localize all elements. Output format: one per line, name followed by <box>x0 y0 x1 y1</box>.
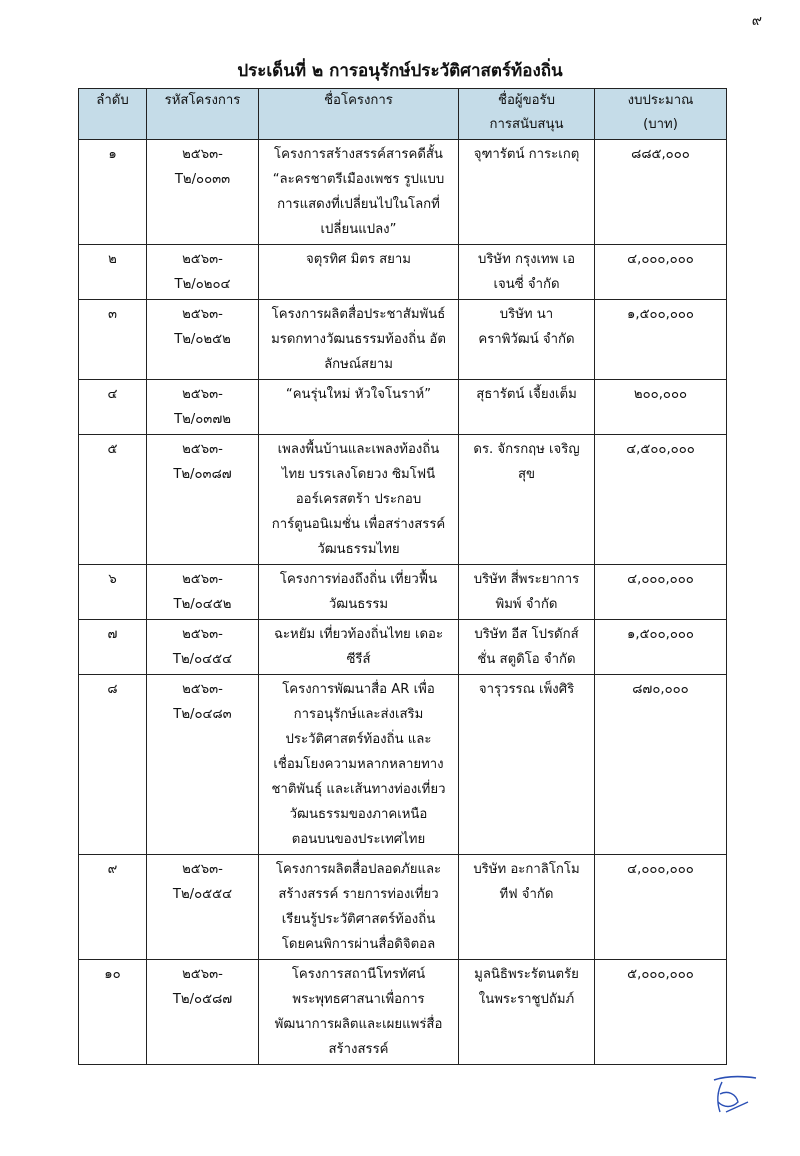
cell-project-name <box>259 380 459 435</box>
cell-order: ๖ <box>79 565 147 620</box>
cell-applicant <box>459 140 595 245</box>
table-row <box>79 435 727 565</box>
cell-project-name-line: พระพุทธศาสนาเพื่อการ <box>292 992 425 1007</box>
cell-project-name <box>259 245 459 300</box>
cell-applicant <box>459 855 595 960</box>
cell-project-name <box>259 435 459 565</box>
cell-applicant-line: ดร. จักรกฤษ เจริญ <box>473 442 580 457</box>
table-row <box>79 380 727 435</box>
cell-code-line: ๒๕๖๓- <box>182 307 223 322</box>
cell-applicant <box>459 245 595 300</box>
cell-applicant-line: จุฑารัตน์ การะเกตุ <box>473 147 580 162</box>
cell-project-name-line: วัฒนธรรมไทย <box>317 542 400 557</box>
cell-project-name-line: โครงการสร้างสรรค์สารคดีสั้น <box>274 147 443 162</box>
cell-code-line: T๒/๐๒๐๔ <box>174 277 231 292</box>
cell-applicant-line: ชั่น สตูดิโอ จำกัด <box>477 652 576 667</box>
cell-budget: ๑,๕๐๐,๐๐๐ <box>595 620 727 675</box>
cell-applicant-line: ในพระราชูปถัมภ์ <box>478 992 575 1007</box>
table-row <box>79 960 727 1065</box>
signature-mark <box>708 1072 760 1118</box>
cell-applicant-line: บริษัท อะกาลิโกโม <box>473 862 580 877</box>
projects-table <box>78 88 727 1065</box>
header-code: รหัสโครงการ <box>147 89 259 140</box>
cell-applicant-line: ทีฟ จำกัด <box>499 887 554 902</box>
cell-project-name-line: ประวัติศาสตร์ท้องถิ่น และ <box>285 732 432 747</box>
cell-applicant-line: สุข <box>517 467 536 482</box>
cell-code-line: ๒๕๖๓- <box>182 252 223 267</box>
table-row <box>79 565 727 620</box>
cell-code <box>147 620 259 675</box>
cell-code-line: T๒/๐๔๕๔ <box>172 652 233 667</box>
header-budget-line: งบประมาณ <box>627 93 694 108</box>
cell-order: ๕ <box>79 435 147 565</box>
cell-budget: ๒๐๐,๐๐๐ <box>595 380 727 435</box>
cell-project-name-line: ซีรีส์ <box>346 652 371 667</box>
header-name: ชื่อโครงการ <box>259 89 459 140</box>
cell-project-name-line: เชื่อมโยงความหลากหลายทาง <box>273 757 444 772</box>
cell-applicant-line: จารุวรรณ เพ็งศิริ <box>478 682 575 697</box>
cell-applicant-line: บริษัท นา <box>499 307 554 322</box>
cell-code-line: ๒๕๖๓- <box>182 442 223 457</box>
cell-order: ๘ <box>79 675 147 855</box>
cell-code-line: ๒๕๖๓- <box>182 862 223 877</box>
cell-code <box>147 855 259 960</box>
cell-code-line: T๒/๐๓๘๗ <box>173 467 232 482</box>
cell-applicant <box>459 380 595 435</box>
cell-project-name-line: โครงการท่องถึงถิ่น เที่ยวฟื้น <box>279 572 438 587</box>
cell-order: ๗ <box>79 620 147 675</box>
table-body <box>79 140 727 1065</box>
header-order: ลำดับ <box>79 89 147 140</box>
cell-project-name-line: ฉะหยัม เที่ยวท้องถิ่นไทย เดอะ <box>273 627 444 642</box>
header-budget-line: (บาท) <box>643 117 678 132</box>
cell-project-name-line: เปลี่ยนแปลง” <box>320 222 397 237</box>
cell-applicant-line: บริษัท สี่พระยาการ <box>473 572 580 587</box>
cell-project-name-line: พัฒนาการผลิตและเผยแพร่สื่อ <box>274 1017 443 1032</box>
cell-budget: ๑,๕๐๐,๐๐๐ <box>595 300 727 380</box>
cell-order: ๑๐ <box>79 960 147 1065</box>
cell-code-line: T๒/๐๔๕๒ <box>173 597 232 612</box>
cell-project-name-line: โครงการผลิตสื่อปลอดภัยและ <box>275 862 442 877</box>
cell-order: ๑ <box>79 140 147 245</box>
cell-applicant-line: บริษัท กรุงเทพ เอ <box>477 252 576 267</box>
header-budget <box>595 89 727 140</box>
table-row <box>79 140 727 245</box>
cell-project-name-line: สร้างสรรค์ รายการท่องเที่ยว <box>278 887 439 902</box>
cell-project-name <box>259 855 459 960</box>
cell-project-name <box>259 620 459 675</box>
cell-applicant <box>459 960 595 1065</box>
cell-code-line: T๒/๐๒๕๒ <box>174 332 231 347</box>
cell-code <box>147 380 259 435</box>
cell-code <box>147 300 259 380</box>
page-number: ๙ <box>751 13 762 29</box>
cell-code <box>147 140 259 245</box>
cell-code-line: ๒๕๖๓- <box>182 572 223 587</box>
cell-project-name-line: จตุรทิศ มิตร สยาม <box>305 252 412 267</box>
cell-code-line: ๒๕๖๓- <box>182 627 223 642</box>
cell-budget: ๔,๐๐๐,๐๐๐ <box>595 245 727 300</box>
cell-applicant <box>459 565 595 620</box>
cell-code <box>147 565 259 620</box>
table-header-row <box>79 89 727 140</box>
cell-project-name-line: การ์ตูนอนิเมชั่น เพื่อสร่างสรรค์ <box>271 517 446 532</box>
cell-project-name-line: มรดกทางวัฒนธรรมท้องถิ่น อัต <box>271 332 446 347</box>
cell-order: ๓ <box>79 300 147 380</box>
cell-budget: ๕,๐๐๐,๐๐๐ <box>595 960 727 1065</box>
cell-project-name-line: โดยคนพิการผ่านสื่อดิจิตอล <box>281 937 436 952</box>
table-row <box>79 675 727 855</box>
cell-applicant <box>459 675 595 855</box>
cell-project-name <box>259 300 459 380</box>
cell-project-name <box>259 960 459 1065</box>
cell-code-line: ๒๕๖๓- <box>182 147 223 162</box>
table-row <box>79 245 727 300</box>
cell-code-line: T๒/๐๐๓๓ <box>174 172 231 187</box>
cell-project-name-line: โครงการพัฒนาสื่อ AR เพื่อ <box>282 682 435 697</box>
cell-code-line: T๒/๐๕๘๗ <box>172 992 233 1007</box>
cell-project-name-line: ชาติพันธุ์ และเส้นทางท่องเที่ยว <box>271 782 446 797</box>
cell-applicant-line: บริษัท อีส โปรดักส์ <box>474 627 579 642</box>
cell-code <box>147 435 259 565</box>
cell-code-line: T๒/๐๔๘๓ <box>173 707 232 722</box>
cell-code <box>147 245 259 300</box>
header-applicant <box>459 89 595 140</box>
cell-project-name <box>259 565 459 620</box>
cell-project-name <box>259 675 459 855</box>
header-applicant-line: ชื่อผู้ขอรับ <box>498 93 555 108</box>
cell-project-name-line: ตอนบนของประเทศไทย <box>291 832 426 847</box>
cell-budget: ๘๗๐,๐๐๐ <box>595 675 727 855</box>
cell-project-name-line: โครงการสถานีโทรทัศน์ <box>291 967 426 982</box>
page-title: ประเด็นที่ ๒ การอนุรักษ์ประวัติศาสตร์ท้องถิ่น <box>237 61 563 81</box>
cell-project-name-line: ออร์เครสตร้า ประกอบ <box>295 492 422 507</box>
cell-applicant-line: สุธารัตน์ เจี้ยงเต็ม <box>476 387 577 402</box>
cell-project-name-line: ไทย บรรเลงโดยวง ซิมโฟนี <box>281 467 436 482</box>
table-row <box>79 620 727 675</box>
cell-code-line: ๒๕๖๓- <box>182 387 223 402</box>
cell-project-name-line: การแสดงที่เปลี่ยนไปในโลกที่ <box>277 197 440 212</box>
cell-project-name-line: “คนรุ่นใหม่ หัวใจโนราห์” <box>285 387 432 402</box>
cell-project-name-line: “ละครชาตรีเมืองเพชร รูปแบบ <box>272 172 445 187</box>
cell-applicant-line: มูลนิธิพระรัตนตรัย <box>474 967 579 982</box>
cell-code <box>147 675 259 855</box>
cell-order: ๙ <box>79 855 147 960</box>
cell-budget: ๘๘๕,๐๐๐ <box>595 140 727 245</box>
cell-project-name-line: สร้างสรรค์ <box>328 1042 389 1057</box>
table-row <box>79 855 727 960</box>
cell-project-name-line: วัฒนธรรมของภาคเหนือ <box>289 807 428 822</box>
cell-project-name <box>259 140 459 245</box>
cell-code <box>147 960 259 1065</box>
cell-budget: ๔,๐๐๐,๐๐๐ <box>595 855 727 960</box>
cell-project-name-line: เพลงพื้นบ้านและเพลงท้องถิ่น <box>277 442 440 457</box>
cell-project-name-line: วัฒนธรรม <box>328 597 389 612</box>
cell-code-line: ๒๕๖๓- <box>182 967 223 982</box>
cell-order: ๔ <box>79 380 147 435</box>
header-applicant-line: การสนับสนุน <box>489 117 564 132</box>
cell-code-line: T๒/๐๕๕๔ <box>172 887 233 902</box>
table-row <box>79 300 727 380</box>
cell-code-line: T๒/๐๓๗๒ <box>174 412 231 427</box>
cell-project-name-line: เรียนรู้ประวัติศาสตร์ท้องถิ่น <box>281 912 436 927</box>
cell-budget: ๔,๕๐๐,๐๐๐ <box>595 435 727 565</box>
cell-project-name-line: โครงการผลิตสื่อประชาสัมพันธ์ <box>271 307 446 322</box>
cell-project-name-line: ลักษณ์สยาม <box>324 357 393 372</box>
cell-applicant-line: เจนซี่ จำกัด <box>493 277 560 292</box>
cell-applicant-line: พิมพ์ จำกัด <box>495 597 558 612</box>
cell-order: ๒ <box>79 245 147 300</box>
cell-applicant-line: คราพิวัฒน์ จำกัด <box>478 332 575 347</box>
cell-budget: ๔,๐๐๐,๐๐๐ <box>595 565 727 620</box>
cell-applicant <box>459 300 595 380</box>
cell-applicant <box>459 620 595 675</box>
cell-project-name-line: การอนุรักษ์และส่งเสริม <box>293 707 424 722</box>
cell-code-line: ๒๕๖๓- <box>182 682 223 697</box>
cell-applicant <box>459 435 595 565</box>
